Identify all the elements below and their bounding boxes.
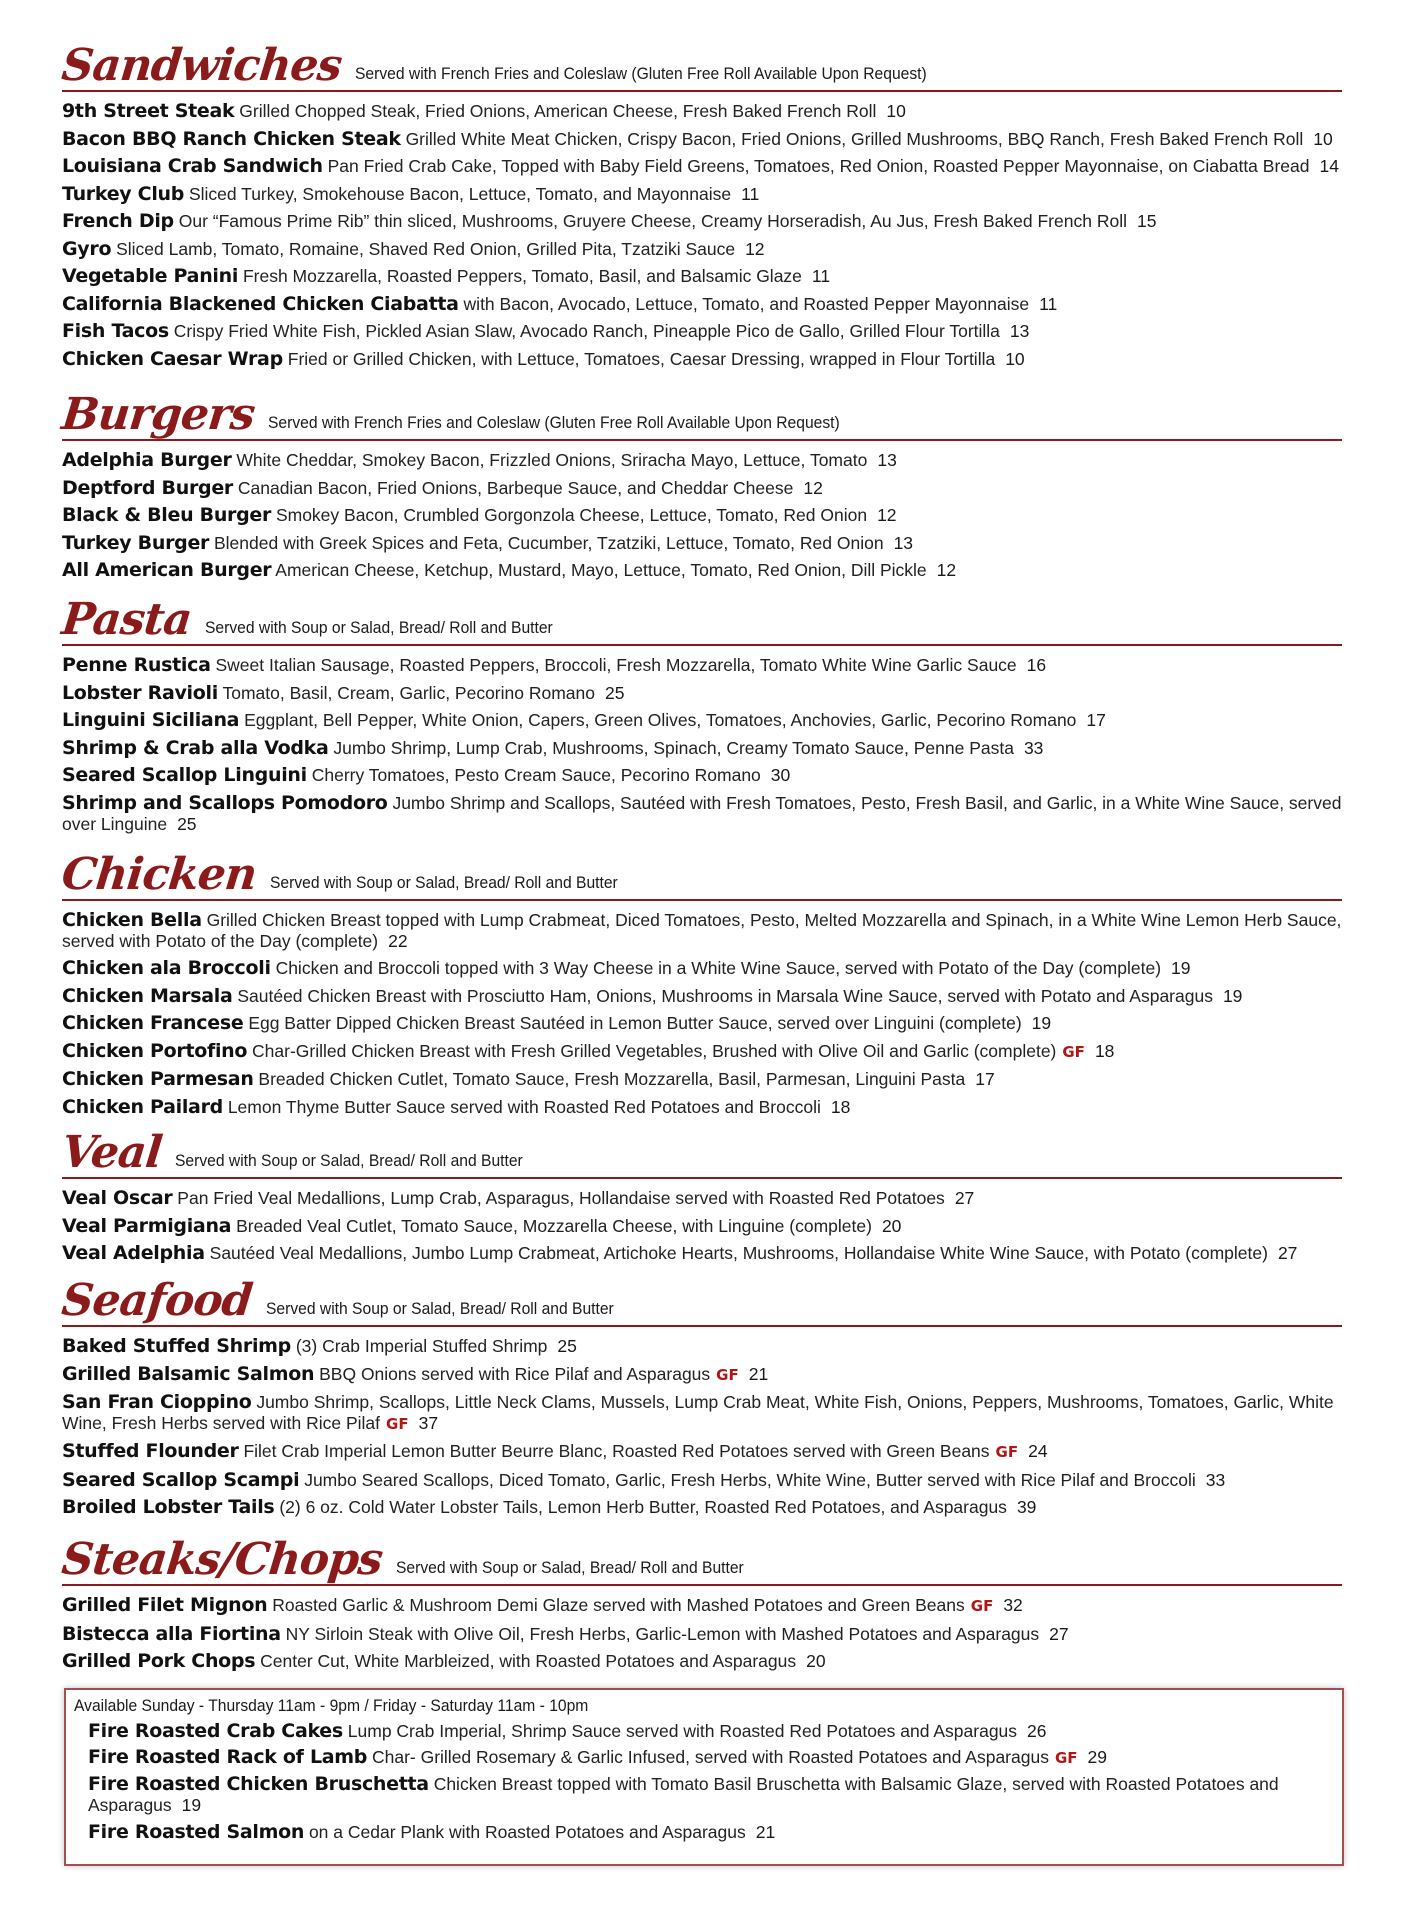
section-header <box>59 389 1342 441</box>
menu-item-chicken-caesar-wrap <box>62 346 1342 374</box>
item-price: 26 <box>1027 1721 1047 1741</box>
section-items <box>62 1185 1342 1268</box>
item-description: Our “Famous Prime Rib” thin sliced, Mushrooms, Gruyere Cheese, Creamy Horseradish, Au Jus, Fresh Baked French Roll <box>178 211 1127 231</box>
section-title: Burgers <box>59 389 257 440</box>
item-name: Fire Roasted Crab Cakes <box>88 1720 343 1742</box>
item-name: Deptford Burger <box>62 476 233 499</box>
item-price: 17 <box>975 1069 995 1089</box>
menu-item-chicken-ala-broccoli <box>62 955 1342 983</box>
item-price: 12 <box>936 560 957 580</box>
item-price: 14 <box>1319 156 1339 176</box>
section-header <box>59 1534 1342 1586</box>
item-description: Sweet Italian Sausage, Roasted Peppers, Broccoli, Fresh Mozzarella, Tomato White Wine Garlic Sauce <box>215 655 1017 675</box>
menu-item-seared-scallop-scampi <box>62 1467 1342 1495</box>
section-title: Steaks/Chops <box>59 1534 385 1585</box>
item-name: Grilled Pork Chops <box>62 1650 256 1672</box>
item-description: Breaded Veal Cutlet, Tomato Sauce, Mozzarella Cheese, with Linguine (complete) <box>236 1215 872 1236</box>
item-description: (3) Crab Imperial Stuffed Shrimp <box>295 1336 548 1356</box>
item-price: 11 <box>811 266 831 286</box>
menu-item-adelphia-burger <box>62 447 1342 475</box>
menu-item-chicken-bella <box>62 907 1342 955</box>
item-price: 10 <box>1005 348 1025 369</box>
item-price: 27 <box>954 1188 975 1208</box>
menu-item-fire-roasted-crab-cakes <box>88 1718 1342 1744</box>
item-price: 29 <box>1087 1747 1107 1767</box>
section-header <box>59 594 1342 646</box>
item-price: 21 <box>755 1822 776 1842</box>
section-header <box>59 40 1342 92</box>
item-name: San Fran Cioppino <box>62 1391 252 1413</box>
item-price: 39 <box>1016 1497 1037 1517</box>
item-name: Chicken Francese <box>62 1012 244 1034</box>
menu-item-grilled-balsamic-salmon <box>62 1361 1342 1390</box>
menu-item-san-fran-cioppino <box>62 1389 1342 1438</box>
item-name: Penne Rustica <box>62 654 211 676</box>
item-price: 27 <box>1277 1243 1298 1263</box>
item-name: 9th Street Steak <box>62 100 235 122</box>
menu-item-bistecca-alla-fiortina <box>62 1621 1342 1649</box>
item-name: Chicken Pailard <box>62 1095 223 1118</box>
section-title: Veal <box>59 1127 165 1178</box>
item-price: 19 <box>1031 1013 1052 1033</box>
item-name: Seared Scallop Linguini <box>62 764 307 786</box>
item-price: 13 <box>1009 321 1030 341</box>
item-description: Crispy Fried White Fish, Pickled Asian Slaw, Avocado Ranch, Pineapple Pico de Gallo, Grilled Flour Tortilla <box>173 321 1000 341</box>
item-name: Fire Roasted Rack of Lamb <box>88 1746 368 1768</box>
item-description: Breaded Chicken Cutlet, Tomato Sauce, Fresh Mozzarella, Basil, Parmesan, Linguini Pasta <box>258 1069 966 1089</box>
item-name: Shrimp and Scallops Pomodoro <box>62 791 388 814</box>
item-description: Cherry Tomatoes, Pesto Cream Sauce, Pecorino Romano <box>311 765 761 785</box>
item-price: 22 <box>388 931 408 951</box>
item-description: Canadian Bacon, Fried Onions, Barbeque Sauce, and Cheddar Cheese <box>237 477 794 498</box>
item-name: Stuffed Flounder <box>62 1440 239 1462</box>
item-price: 18 <box>1094 1040 1115 1061</box>
section-burgers <box>59 389 1342 585</box>
section-seafood <box>59 1275 1342 1522</box>
item-price: 19 <box>181 1795 202 1815</box>
item-price: 19 <box>1171 958 1191 978</box>
item-name: Chicken Parmesan <box>62 1068 254 1090</box>
item-description: Jumbo Seared Scallops, Diced Tomato, Garlic, Fresh Herbs, White Wine, Butter served with Rice Pilaf and Broccoli <box>304 1469 1196 1490</box>
menu-item-louisiana-crab-sandwich <box>62 153 1342 181</box>
menu-item-shrimp-crab-alla-vodka <box>62 735 1342 763</box>
item-name: Chicken Bella <box>62 909 202 931</box>
item-price: 15 <box>1136 211 1157 231</box>
section-title: Sandwiches <box>59 40 344 91</box>
specials-box <box>64 1688 1344 1866</box>
item-price: 24 <box>1028 1441 1048 1461</box>
item-description: White Cheddar, Smokey Bacon, Frizzled Onions, Sriracha Mayo, Lettuce, Tomato <box>236 450 868 470</box>
item-name: California Blackened Chicken Ciabatta <box>62 292 459 315</box>
item-name: French Dip <box>62 210 174 232</box>
section-header <box>59 1127 1342 1179</box>
item-price: 13 <box>893 532 914 553</box>
menu-item-penne-rustica <box>62 652 1342 680</box>
menu-item-shrimp-and-scallops-pomodoro <box>62 790 1342 838</box>
item-name: Louisiana Crab Sandwich <box>62 155 323 177</box>
item-description: Smokey Bacon, Crumbled Gorgonzola Cheese, Lettuce, Tomato, Red Onion <box>275 505 868 525</box>
gluten-free-badge: GF <box>716 1365 739 1384</box>
menu-item-chicken-francese <box>62 1010 1342 1038</box>
menu-item-black-bleu-burger <box>62 502 1342 530</box>
section-note: Served with Soup or Salad, Bread/ Roll and Butter <box>205 618 553 637</box>
menu-item-fire-roasted-rack-of-lamb <box>88 1744 1342 1771</box>
item-name: Fire Roasted Salmon <box>88 1821 305 1843</box>
menu-item-lobster-ravioli <box>62 680 1342 708</box>
item-description: Sautéed Veal Medallions, Jumbo Lump Crabmeat, Artichoke Hearts, Mushrooms, Hollandaise White Wine Sauce, with Potato (complete) <box>209 1243 1268 1263</box>
menu-item-broiled-lobster-tails <box>62 1494 1342 1522</box>
section-note: Served with Soup or Salad, Bread/ Roll and Butter <box>270 873 618 892</box>
item-name: Grilled Filet Mignon <box>62 1594 268 1616</box>
item-description: Char- Grilled Rosemary & Garlic Infused, served with Roasted Potatoes and Asparagus <box>371 1747 1049 1767</box>
menu-item-vegetable-panini <box>62 263 1342 291</box>
item-price: 25 <box>557 1336 577 1356</box>
item-description: Grilled Chicken Breast topped with Lump Crabmeat, Diced Tomatoes, Pesto, Melted Mozzarella and Spinach, in a White Wine Lemon Herb Sauce, served with Potato of the Day (complete) <box>62 910 1342 951</box>
item-name: Veal Parmigiana <box>62 1214 232 1237</box>
item-price: 37 <box>418 1413 439 1433</box>
menu-item-9th-street-steak <box>62 98 1342 126</box>
menu-item-french-dip <box>62 208 1342 236</box>
item-name: Gyro <box>62 237 112 260</box>
item-description: Eggplant, Bell Pepper, White Onion, Capers, Green Olives, Tomatoes, Anchovies, Garlic, Pecorino Romano <box>244 710 1077 730</box>
item-price: 25 <box>605 682 625 703</box>
item-name: Broiled Lobster Tails <box>62 1496 275 1518</box>
item-price: 10 <box>1313 128 1333 149</box>
section-items <box>62 1333 1342 1522</box>
item-name: Black & Bleu Burger <box>62 504 272 526</box>
item-name: All American Burger <box>62 559 272 581</box>
item-name: Turkey Burger <box>62 531 210 554</box>
item-price: 27 <box>1049 1623 1069 1644</box>
item-description: Chicken Breast topped with Tomato Basil Bruschetta with Balsamic Glaze, served with Roasted Potatoes and Asparagus <box>88 1774 1279 1815</box>
item-name: Baked Stuffed Shrimp <box>62 1335 291 1357</box>
menu-item-grilled-filet-mignon <box>62 1592 1342 1621</box>
item-price: 12 <box>877 505 897 525</box>
menu-item-gyro <box>62 236 1342 264</box>
gluten-free-badge: GF <box>995 1443 1019 1461</box>
item-description: BBQ Onions served with Rice Pilaf and Asparagus <box>319 1363 711 1384</box>
item-name: Chicken Portofino <box>62 1039 248 1062</box>
gluten-free-badge: GF <box>386 1415 409 1433</box>
item-name: Vegetable Panini <box>62 265 239 287</box>
item-name: Grilled Balsamic Salmon <box>62 1362 315 1385</box>
item-name: Fish Tacos <box>62 320 169 342</box>
menu-item-baked-stuffed-shrimp <box>62 1333 1342 1361</box>
section-title: Pasta <box>59 594 194 645</box>
item-description: American Cheese, Ketchup, Mustard, Mayo, Lettuce, Tomato, Red Onion, Dill Pickle <box>275 560 927 580</box>
section-steaks-chops <box>59 1534 1342 1676</box>
item-description: Jumbo Shrimp and Scallops, Sautéed with Fresh Tomatoes, Pesto, Fresh Basil, and Garlic, in a White Wine Sauce, served over Linguine <box>62 792 1342 834</box>
menu-item-chicken-parmesan <box>62 1066 1342 1094</box>
item-price: 25 <box>177 813 197 834</box>
section-veal <box>59 1127 1342 1268</box>
item-description: NY Sirloin Steak with Olive Oil, Fresh Herbs, Garlic-Lemon with Mashed Potatoes and Asparagus <box>285 1623 1040 1644</box>
item-price: 12 <box>803 477 823 498</box>
item-name: Seared Scallop Scampi <box>62 1468 300 1491</box>
section-sandwiches <box>59 40 1342 373</box>
section-note: Served with French Fries and Coleslaw (Gluten Free Roll Available Upon Request) <box>268 413 840 432</box>
menu-item-deptford-burger <box>62 475 1342 503</box>
section-pasta <box>59 594 1342 838</box>
item-name: Chicken Marsala <box>62 984 233 1007</box>
menu-item-fish-tacos <box>62 318 1342 346</box>
item-price: 33 <box>1205 1469 1226 1490</box>
item-description: Grilled White Meat Chicken, Crispy Bacon, Fried Onions, Grilled Mushrooms, BBQ Ranch, Fresh Baked French Roll <box>405 128 1304 149</box>
section-items <box>62 907 1342 1121</box>
item-description: Char-Grilled Chicken Breast with Fresh Grilled Vegetables, Brushed with Olive Oil and Garlic (complete) <box>252 1040 1057 1061</box>
item-name: Fire Roasted Chicken Bruschetta <box>88 1773 429 1795</box>
gluten-free-badge: GF <box>1054 1749 1078 1767</box>
section-items <box>62 98 1342 373</box>
menu-item-fire-roasted-chicken-bruschetta <box>88 1771 1342 1819</box>
item-description: Roasted Garlic & Mushroom Demi Glaze served with Mashed Potatoes and Green Beans <box>272 1595 965 1615</box>
menu-item-all-american-burger <box>62 557 1342 585</box>
item-price: 30 <box>770 765 791 785</box>
item-description: (2) 6 oz. Cold Water Lobster Tails, Lemon Herb Butter, Roasted Red Potatoes, and Asparagus <box>279 1497 1007 1517</box>
item-price: 12 <box>745 238 765 259</box>
section-note: Served with Soup or Salad, Bread/ Roll and Butter <box>395 1558 744 1577</box>
item-price: 32 <box>1003 1595 1023 1615</box>
item-description: Tomato, Basil, Cream, Garlic, Pecorino Romano <box>222 682 595 703</box>
item-price: 13 <box>877 450 897 470</box>
item-description: Fried or Grilled Chicken, with Lettuce, Tomatoes, Caesar Dressing, wrapped in Flour Tortilla <box>287 348 996 369</box>
item-name: Turkey Club <box>62 182 185 205</box>
item-price: 11 <box>741 183 760 204</box>
section-note: Served with French Fries and Coleslaw (Gluten Free Roll Available Upon Request) <box>355 64 927 83</box>
menu-item-bacon-bbq-ranch-chicken-steak <box>62 126 1342 154</box>
item-price: 18 <box>830 1096 851 1117</box>
specials-list <box>88 1718 1342 1845</box>
item-name: Shrimp & Crab alla Vodka <box>62 736 329 759</box>
menu-item-california-blackened-chicken-ciabatta <box>62 291 1342 319</box>
item-description: Sautéed Chicken Breast with Prosciutto Ham, Onions, Mushrooms in Marsala Wine Sauce, served with Potato and Asparagus <box>237 985 1213 1006</box>
section-items <box>62 1592 1342 1676</box>
specials-availability: Available Sunday - Thursday 11am - 9pm / Friday - Saturday 11am - 10pm <box>74 1696 589 1715</box>
item-description: on a Cedar Plank with Roasted Potatoes and Asparagus <box>308 1822 746 1842</box>
item-description: Chicken and Broccoli topped with 3 Way Cheese in a White Wine Sauce, served with Potato of the Day (complete) <box>275 958 1162 978</box>
item-price: 19 <box>1222 985 1243 1006</box>
item-description: Pan Fried Veal Medallions, Lump Crab, Asparagus, Hollandaise served with Roasted Red Potatoes <box>177 1188 945 1208</box>
section-title: Seafood <box>59 1275 255 1326</box>
menu-item-chicken-portofino <box>62 1038 1342 1067</box>
menu-item-veal-oscar <box>62 1185 1342 1213</box>
menu-item-veal-adelphia <box>62 1240 1342 1268</box>
menu-item-veal-parmigiana <box>62 1213 1342 1241</box>
item-name: Chicken ala Broccoli <box>62 957 271 979</box>
section-chicken <box>59 849 1342 1121</box>
section-header <box>59 1275 1342 1327</box>
item-price: 11 <box>1039 293 1058 314</box>
item-description: Lump Crab Imperial, Shrimp Sauce served with Roasted Red Potatoes and Asparagus <box>347 1721 1018 1741</box>
item-description: with Bacon, Avocado, Lettuce, Tomato, and Roasted Pepper Mayonnaise <box>463 293 1030 314</box>
menu-item-chicken-marsala <box>62 983 1342 1011</box>
gluten-free-badge: GF <box>1062 1042 1085 1061</box>
item-description: Pan Fried Crab Cake, Topped with Baby Field Greens, Tomatoes, Red Onion, Roasted Pepper Mayonnaise, on Ciabatta Bread <box>327 156 1310 176</box>
item-description: Filet Crab Imperial Lemon Butter Beurre Blanc, Roasted Red Potatoes served with Green Beans <box>243 1441 990 1461</box>
item-price: 20 <box>806 1651 826 1671</box>
item-name: Bistecca alla Fiortina <box>62 1622 281 1645</box>
item-name: Linguini Siciliana <box>62 709 240 731</box>
item-price: 21 <box>748 1363 769 1384</box>
section-note: Served with Soup or Salad, Bread/ Roll and Butter <box>265 1299 614 1318</box>
menu-item-chicken-pailard <box>62 1094 1342 1122</box>
menu-item-fire-roasted-salmon <box>88 1819 1342 1845</box>
item-name: Veal Oscar <box>62 1187 173 1209</box>
item-name: Adelphia Burger <box>62 449 232 471</box>
item-description: Sliced Turkey, Smokehouse Bacon, Lettuce, Tomato, and Mayonnaise <box>188 183 732 204</box>
item-price: 33 <box>1023 737 1044 758</box>
item-name: Lobster Ravioli <box>62 681 218 704</box>
section-header <box>59 849 1342 901</box>
menu-item-stuffed-flounder <box>62 1438 1342 1467</box>
item-description: Blended with Greek Spices and Feta, Cucumber, Tzatziki, Lettuce, Tomato, Red Onion <box>214 532 884 553</box>
item-name: Veal Adelphia <box>62 1242 205 1264</box>
item-price: 16 <box>1026 655 1047 675</box>
section-items <box>62 652 1342 838</box>
menu-item-turkey-burger <box>62 530 1342 558</box>
item-description: Lemon Thyme Butter Sauce served with Roasted Red Potatoes and Broccoli <box>227 1096 821 1117</box>
section-title: Chicken <box>59 849 259 900</box>
menu-item-grilled-pork-chops <box>62 1648 1342 1676</box>
item-name: Chicken Caesar Wrap <box>62 347 283 370</box>
item-description: Sliced Lamb, Tomato, Romaine, Shaved Red Onion, Grilled Pita, Tzatziki Sauce <box>116 238 736 259</box>
item-description: Center Cut, White Marbleized, with Roasted Potatoes and Asparagus <box>260 1651 797 1671</box>
gluten-free-badge: GF <box>970 1597 994 1615</box>
item-description: Jumbo Shrimp, Scallops, Little Neck Clams, Mussels, Lump Crab Meat, White Fish, Onions, Peppers, Mushrooms, Tomatoes, Garlic, White Wine, Fresh Herbs served with Rice Pilaf <box>62 1392 1334 1433</box>
item-price: 10 <box>886 101 906 121</box>
item-name: Bacon BBQ Ranch Chicken Steak <box>62 127 401 150</box>
section-note: Served with Soup or Salad, Bread/ Roll and Butter <box>175 1151 524 1170</box>
section-items <box>62 447 1342 585</box>
item-description: Fresh Mozzarella, Roasted Peppers, Tomato, Basil, and Balsamic Glaze <box>242 266 802 286</box>
item-price: 20 <box>881 1215 902 1236</box>
menu-item-turkey-club <box>62 181 1342 209</box>
menu-item-seared-scallop-linguini <box>62 762 1342 790</box>
item-description: Egg Batter Dipped Chicken Breast Sautéed in Lemon Butter Sauce, served over Linguini (complete) <box>248 1013 1022 1033</box>
item-description: Jumbo Shrimp, Lump Crab, Mushrooms, Spinach, Creamy Tomato Sauce, Penne Pasta <box>333 737 1014 758</box>
item-description: Grilled Chopped Steak, Fried Onions, American Cheese, Fresh Baked French Roll <box>239 101 877 121</box>
item-price: 17 <box>1086 710 1106 730</box>
menu-item-linguini-siciliana <box>62 707 1342 735</box>
